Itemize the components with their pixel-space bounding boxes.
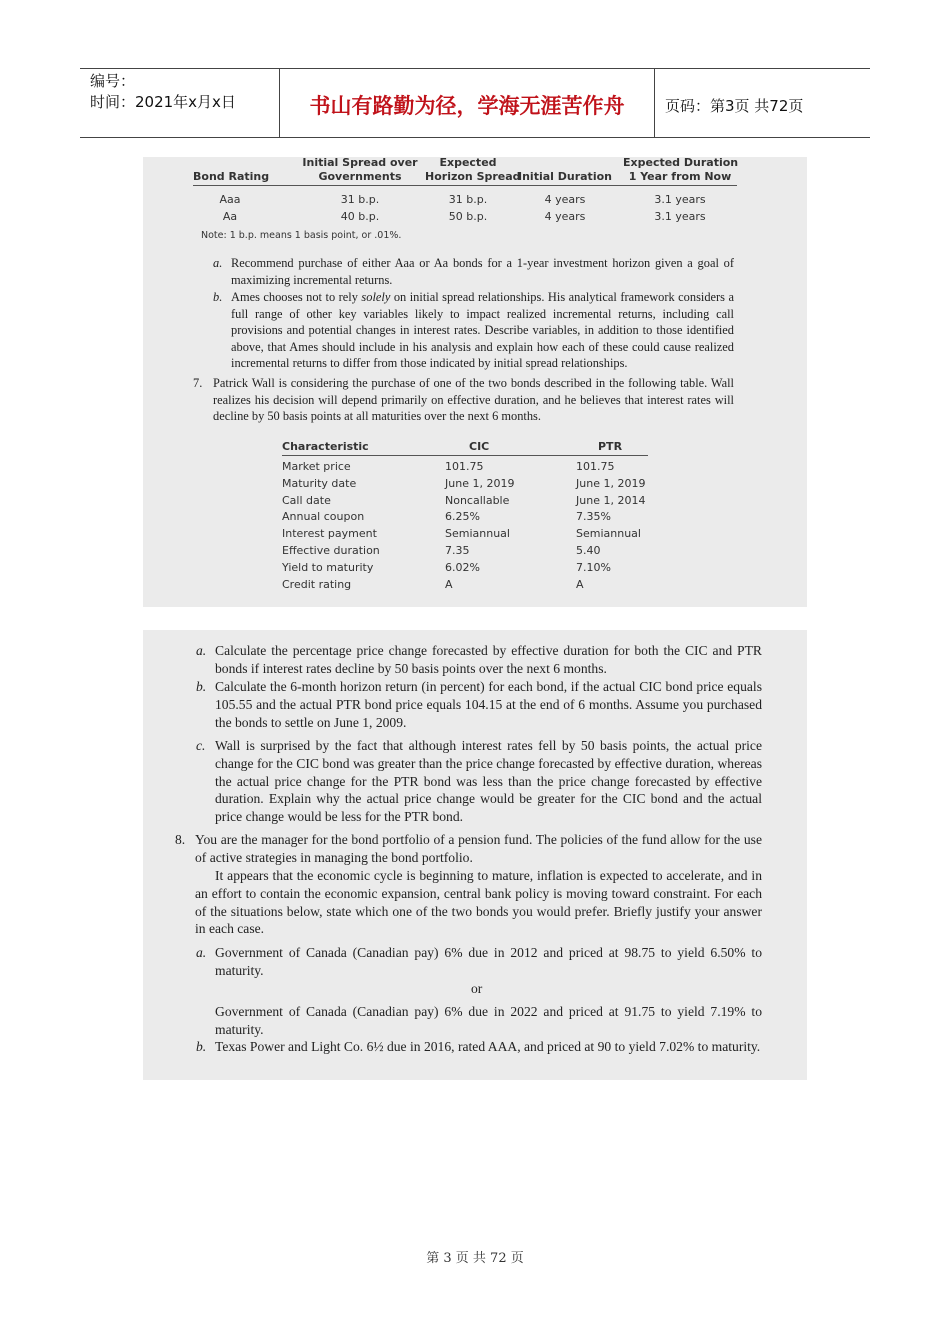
table-header [193, 157, 737, 186]
q7-part-a [196, 642, 762, 678]
number-label: 编号： [90, 72, 136, 90]
table-cell: Aaa [219, 193, 241, 206]
table-cell: Yield to maturity [282, 560, 374, 574]
table-cell: 4 years [544, 193, 586, 206]
col-header: Expected Duration 1 Year from Now [623, 156, 739, 183]
col-header: Initial Spread over Governments [302, 156, 418, 183]
table-cell: Semiannual [576, 527, 641, 541]
col-header: PTR [598, 440, 623, 453]
part-text: on initial spread relationships. His analytical framework considers a full range of other key variables likely to impact realized incremental returns, including call provisions and potential changes in interest rates. Describe variables, in addition to those identified above, that Ames should include in his analysis and explain how each of these could cause realized incremental returns to differ from those indicated by initial spread relationships. [231, 290, 734, 370]
part-label: b. [213, 290, 223, 304]
q7-part-b [196, 678, 762, 731]
question-7 [193, 375, 734, 425]
table-note: Note: 1 b.p. means 1 basis point, or .01%. [201, 230, 402, 241]
table-cell: 101.75 [445, 460, 484, 473]
header-meta [80, 69, 280, 137]
q8-part-b [196, 1038, 762, 1056]
table-cell: 40 b.p. [340, 210, 380, 223]
table-row [282, 543, 648, 560]
table-cell: June 1, 2019 [445, 476, 515, 490]
question-8-context: It appears that the economic cycle is beginning to mature, inflation is expected to accelerate, and in an effort to contain the economic expansion, central bank policy is moving toward constraint. For each of the situations below, state which one of the two bonds you would prefer. Briefly justify your answer in each case. [195, 868, 762, 937]
question-8 [175, 831, 762, 867]
col-header: Bond Rating [193, 170, 270, 183]
part-text: Ames chooses not to rely [231, 290, 362, 304]
table-cell: 6.25% [445, 510, 480, 524]
part-label: a. [213, 256, 223, 270]
table-row [282, 459, 648, 476]
table-cell: 4 years [544, 210, 586, 223]
table-cell: Market price [282, 460, 351, 473]
table-cell: Credit rating [282, 577, 352, 591]
table-cell: Effective duration [282, 543, 380, 557]
table-cell: 101.75 [576, 460, 615, 473]
question-number: 7. [193, 376, 203, 390]
table-cell: A [445, 577, 453, 591]
table-cell: Semiannual [445, 527, 510, 541]
table-row [282, 509, 648, 526]
table-row [193, 208, 737, 225]
page-header [80, 68, 870, 138]
col-header: Initial Duration [518, 170, 612, 183]
part-label: a. [196, 643, 207, 658]
table-cell: Call date [282, 493, 331, 507]
q6-part-b [213, 289, 734, 372]
part-label: a. [196, 945, 207, 960]
part-text: Government of Canada (Canadian pay) 6% due in 2012 and priced at 98.75 to yield 6.50% to maturity. [215, 945, 762, 978]
part-text: Wall is surprised by the fact that although interest rates fell by 50 basis points, the actual price change for the CIC bond was greater than the price change forecasted by effective duration, whereas the actual price change for the PTR bond was less than the price change forecasted by effective duration. Explain why the actual price change would be greater for the CIC bond and the actual price change would be less for the PTR bond. [215, 738, 762, 825]
table-cell: 50 b.p. [448, 210, 488, 223]
table-row [282, 476, 648, 493]
table-cell: 31 b.p. [340, 193, 380, 206]
table-cell: Maturity date [282, 476, 357, 490]
date-label: 时间：2021年x月x日 [90, 93, 236, 111]
part-label: b. [196, 679, 207, 694]
question-text: You are the manager for the bond portfolio of a pension fund. The policies of the fund allow for the use of active strategies in managing the bond portfolio. [195, 832, 762, 865]
header-motto: 书山有路勤为径，学海无涯苦作舟 [280, 69, 655, 137]
part-text: Calculate the 6-month horizon return (in percent) for each bond, if the actual CIC bond price equals 105.55 and the actual PTR bond price equals 104.15 at the end of 6 months. Assume you purchased the bonds to settle on June 1, 2009. [215, 679, 762, 730]
col-header: Characteristic [282, 440, 369, 453]
bond-comparison-table [282, 438, 648, 593]
bond-rating-table [193, 157, 737, 225]
table-cell: June 1, 2019 [576, 476, 646, 490]
q6-part-a [213, 255, 734, 288]
q8-part-a-alternative: Government of Canada (Canadian pay) 6% due in 2022 and priced at 91.75 to yield 7.19% to maturity. [215, 1004, 762, 1037]
table-row [282, 493, 648, 510]
question-text: Patrick Wall is considering the purchase of one of the two bonds described in the following table. Wall realizes his decision will depend primarily on effective duration, and he believes that interest rates will decline by 50 basis points at all maturities over the next 6 months. [213, 376, 734, 423]
table-row [193, 191, 737, 208]
table-row [282, 577, 648, 594]
table-cell: 7.35% [576, 510, 611, 524]
table-cell: Interest payment [282, 527, 377, 541]
table-cell: June 1, 2014 [576, 493, 646, 507]
part-text: Texas Power and Light Co. 6½ due in 2016, rated AAA, and priced at 90 to yield 7.02% to maturity. [215, 1039, 761, 1054]
question-number: 8. [175, 832, 186, 847]
col-header: Expected Horizon Spread [425, 156, 521, 183]
table-row [282, 526, 648, 543]
textbook-excerpt-1 [143, 157, 807, 607]
table-cell: Aa [222, 210, 238, 223]
q8-part-a [196, 944, 762, 980]
textbook-excerpt-2 [143, 630, 807, 1080]
table-cell: 5.40 [576, 543, 601, 557]
table-cell: Annual coupon [282, 510, 365, 524]
table-cell: A [576, 577, 584, 591]
col-header: CIC [469, 440, 490, 453]
table-cell: 7.10% [576, 560, 611, 574]
part-label: b. [196, 1039, 207, 1054]
table-cell: 7.35 [445, 543, 470, 557]
header-page-info: 页码：第3页 共72页 [665, 96, 804, 115]
page-footer: 第 3 页 共 72 页 [426, 1251, 524, 1266]
or-separator: or [471, 981, 483, 996]
table-row [282, 560, 648, 577]
table-cell: 3.1 years [654, 193, 706, 206]
table-cell: 3.1 years [654, 210, 706, 223]
table-header [282, 438, 648, 456]
table-cell: 31 b.p. [448, 193, 488, 206]
table-cell: Noncallable [445, 493, 510, 507]
part-label: c. [196, 738, 206, 753]
part-text: Recommend purchase of either Aaa or Aa bonds for a 1-year investment horizon given a goal of maximizing incremental returns. [231, 256, 734, 287]
table-cell: 6.02% [445, 560, 480, 574]
q7-part-c [196, 737, 762, 826]
emphasis-text: solely [361, 290, 391, 304]
part-text: Calculate the percentage price change forecasted by effective duration for both the CIC and PTR bonds if interest rates decline by 50 basis points over the next 6 months. [215, 643, 762, 676]
